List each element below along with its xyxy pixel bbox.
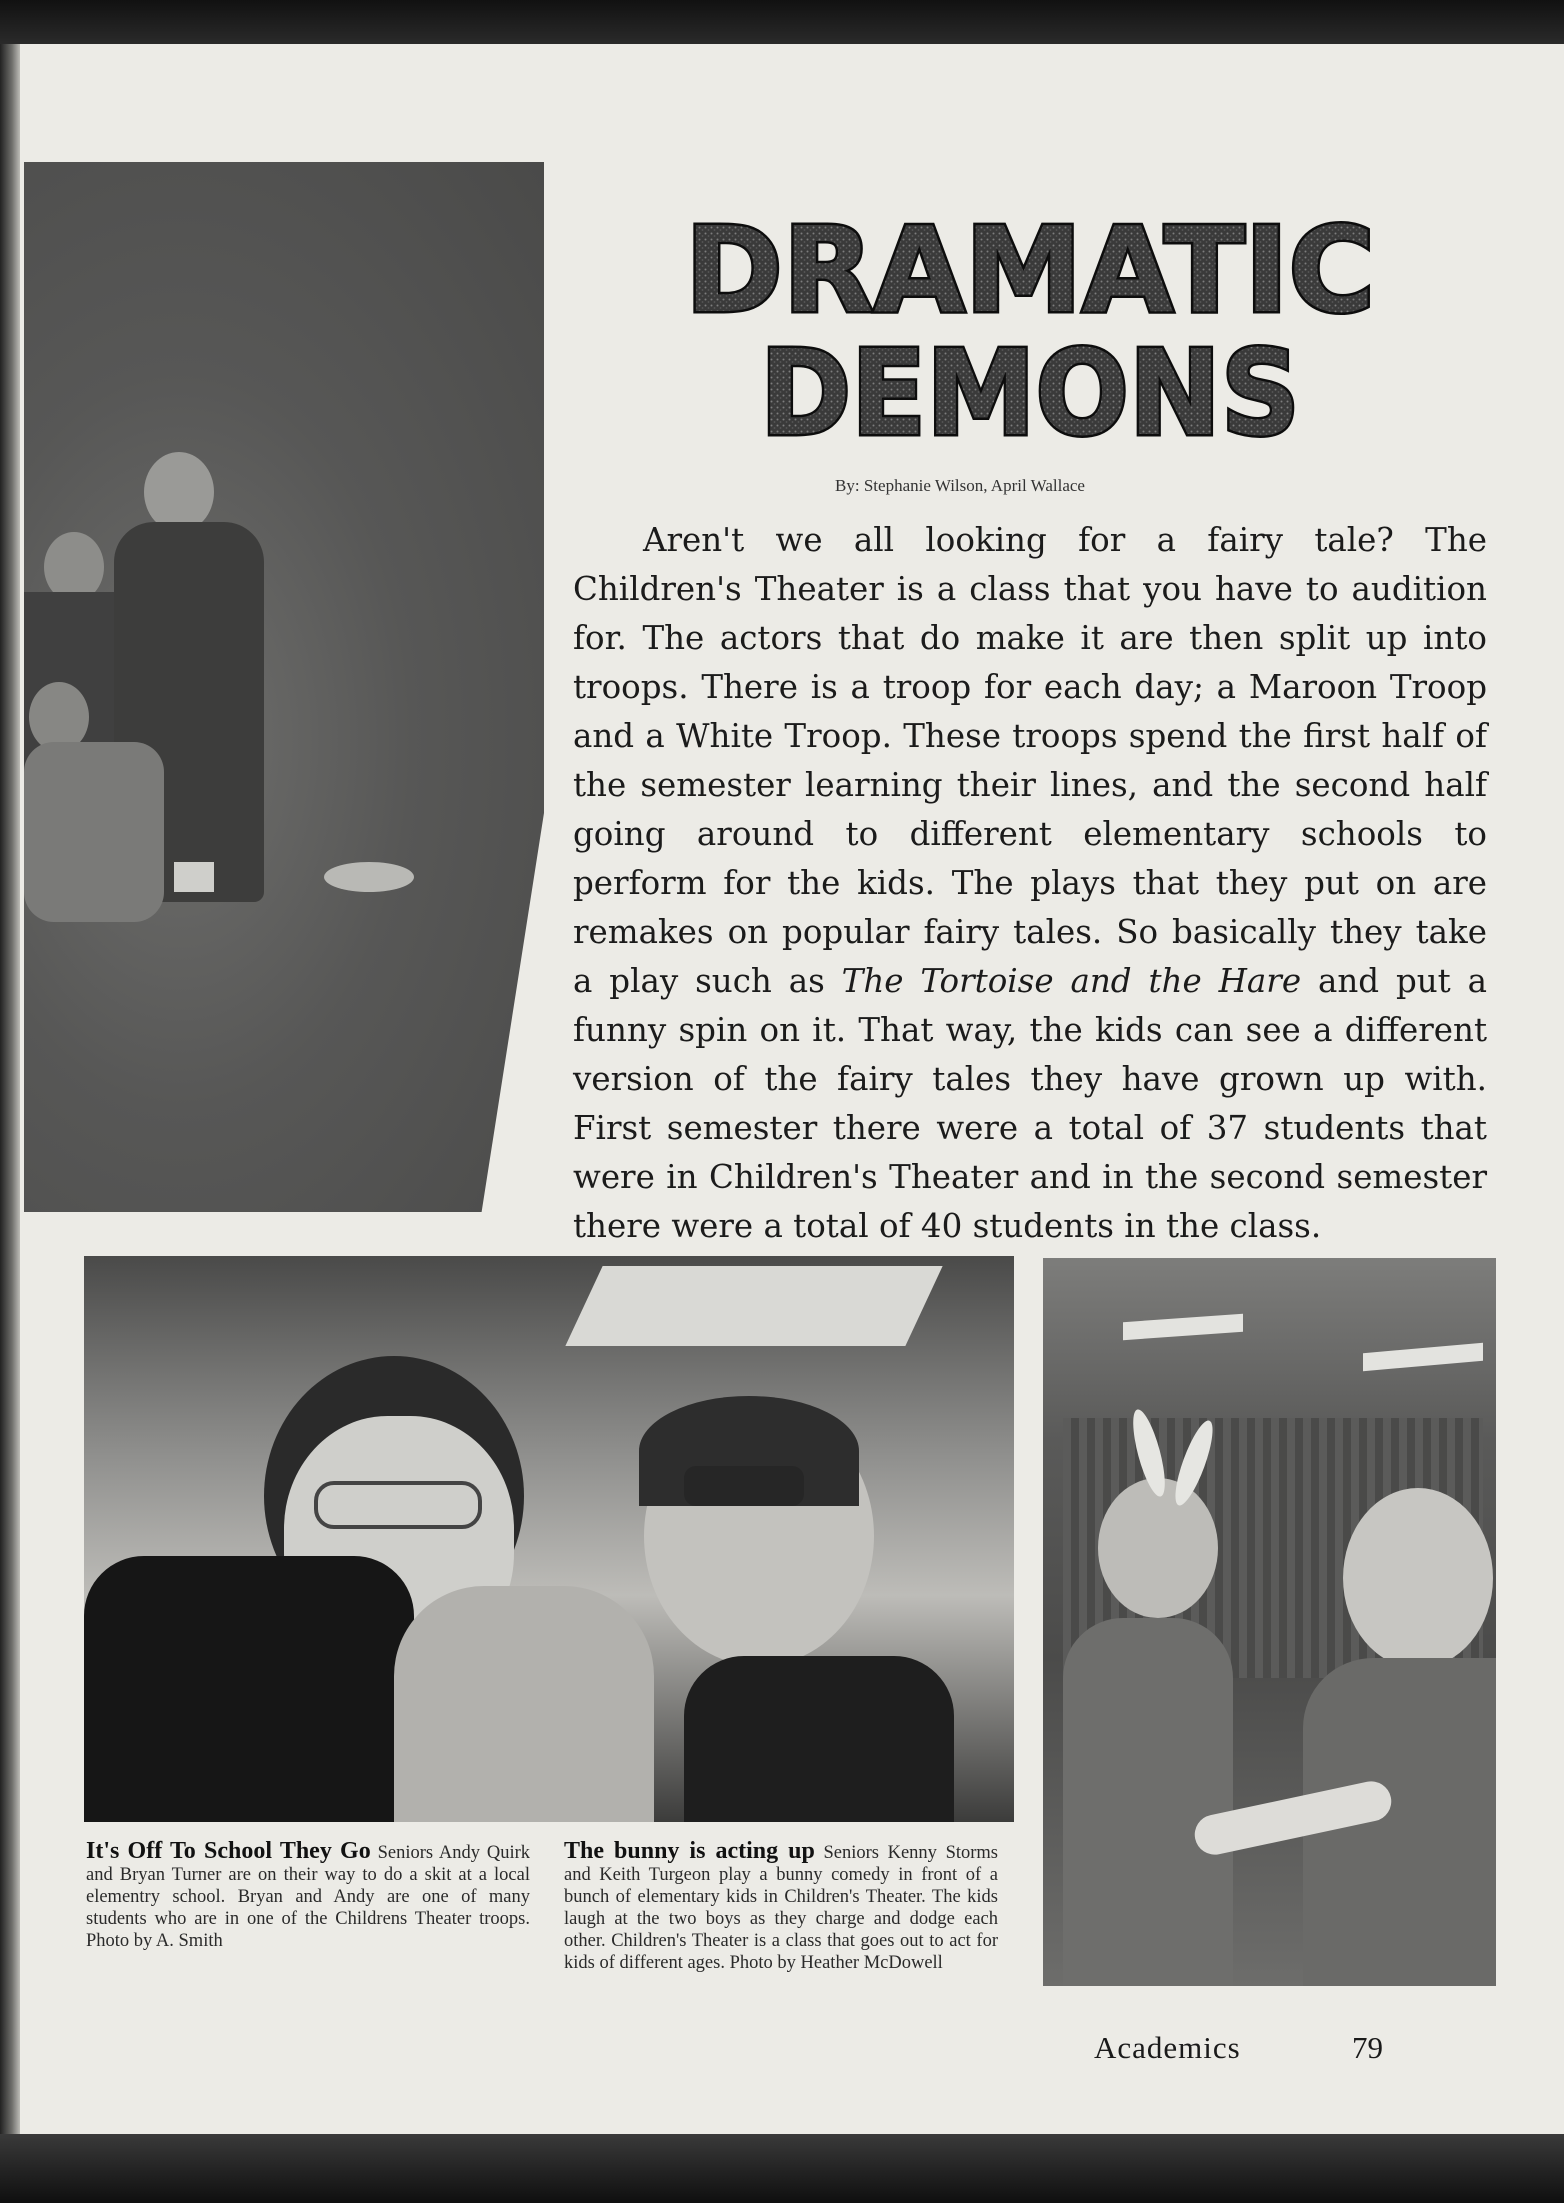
article-text-part-1: Aren't we all looking for a fairy tale? The Children's Theater is a class that you have to audition for. The actors that do make it are then split up into troops. There is a troop for each day; a Maroon Troop and a White Troop. These troops spend the first half of the semester learning their lines, and the second half going around to different elementary schools to perform for the kids. The plays that they put on are remakes on popular fairy tales. So basically they take a play such as bbox=[573, 521, 1487, 1000]
binding-bottom bbox=[0, 2134, 1564, 2203]
section-label: Academics bbox=[1094, 2030, 1241, 2065]
group-photo bbox=[24, 162, 544, 1212]
caption-2-title: The bunny is acting up bbox=[564, 1838, 815, 1864]
caption-bus-photo bbox=[86, 1840, 530, 1952]
stage-photo bbox=[1043, 1258, 1496, 1986]
article-text-part-2: and put a funny spin on it. That way, the kids can see a different version of the fairy tales they have grown up with. First semester there were a total of 37 students that were in Children's Theater and in the second semester there were a total of 40 students in the class. bbox=[573, 962, 1488, 1245]
byline: By: Stephanie Wilson, April Wallace bbox=[835, 476, 1085, 495]
bus-photo bbox=[84, 1256, 1014, 1822]
page-number: 79 bbox=[1352, 2030, 1383, 2065]
headline-line-2: DEMONS bbox=[760, 324, 1300, 456]
caption-1-text: Seniors Andy Quirk and Bryan Turner are on their way to do a skit at a local elementry school. Bryan and Andy are one of many students who are in one of the Childrens Theater troops. Photo by A. Smith bbox=[86, 1843, 530, 1951]
article-body bbox=[573, 516, 1487, 1251]
headline-line-1: DRAMATIC bbox=[685, 201, 1375, 339]
caption-stage-photo bbox=[564, 1840, 998, 1974]
headline bbox=[680, 196, 1400, 456]
binding-top bbox=[0, 0, 1564, 44]
page-edge bbox=[0, 44, 20, 2134]
caption-2-text: Seniors Kenny Storms and Keith Turgeon play a bunny comedy in front of a bunch of elementary kids in Children's Theater. The kids laugh at the two boys as they charge and dodge each other. Children's Theater is a class that goes out to act for kids of different ages. Photo by Heather McDowell bbox=[564, 1843, 998, 1973]
play-title: The Tortoise and the Hare bbox=[841, 962, 1302, 1000]
caption-1-title: It's Off To School They Go bbox=[86, 1838, 371, 1864]
